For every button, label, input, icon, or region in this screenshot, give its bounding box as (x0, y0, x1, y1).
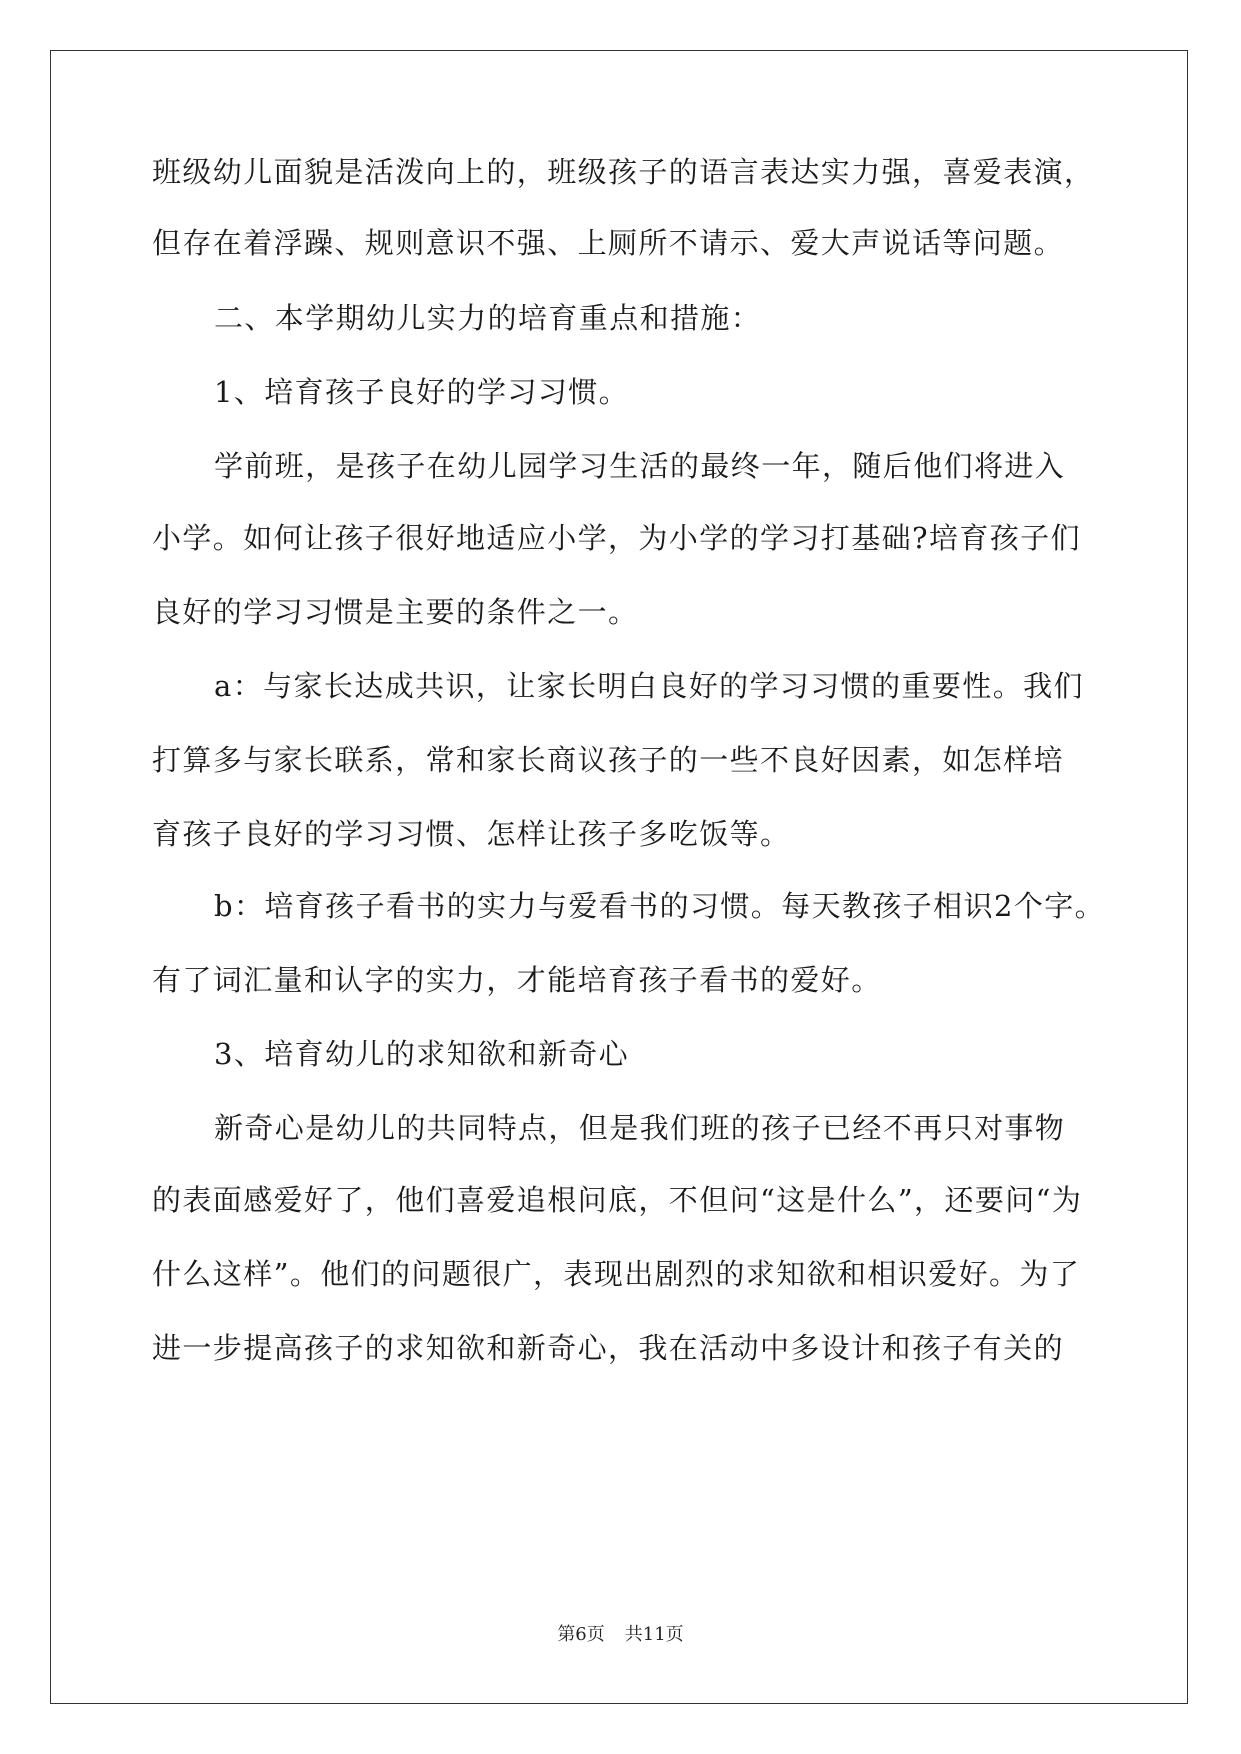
text-line: 有了词汇量和认字的实力，才能培育孩子看书的爱好。 (152, 963, 882, 997)
text-line: 但存在着浮躁、规则意识不强、上厕所不请示、爱大声说话等问题。 (152, 226, 1065, 260)
text-line: 什么这样”。他们的问题很广，表现出剧烈的求知欲和相识爱好。为了 (152, 1257, 1081, 1291)
text-line: 新奇心是幼儿的共同特点，但是我们班的孩子已经不再只对事物 (214, 1111, 1066, 1145)
text-line: b：培育孩子看书的实力与爱看书的习惯。每天教孩子相识2个字。 (214, 889, 1106, 923)
page-number: 第6页 (557, 1624, 605, 1645)
text-line: 小学。如何让孩子很好地适应小学，为小学的学习打基础?培育孩子们 (152, 521, 1081, 555)
text-line: 良好的学习习惯是主要的条件之一。 (152, 595, 639, 629)
text-line: 育孩子良好的学习习惯、怎样让孩子多吃饭等。 (152, 817, 791, 851)
text-line: 的表面感爱好了，他们喜爱追根问底，不但问“这是什么”，还要问“为 (152, 1183, 1083, 1217)
text-line: 打算多与家长联系，常和家长商议孩子的一些不良好因素，如怎样培 (152, 743, 1065, 777)
subsection-heading: 3、培育幼儿的求知欲和新奇心 (214, 1037, 630, 1071)
subsection-heading: 1、培育孩子良好的学习习惯。 (214, 375, 630, 409)
page-total: 共11页 (624, 1624, 684, 1645)
page-footer (0, 1623, 1241, 1647)
text-line: 班级幼儿面貌是活泼向上的，班级孩子的语言表达实力强，喜爱表演， (152, 155, 1095, 189)
text-line: a：与家长达成共识，让家长明白良好的学习习惯的重要性。我们 (214, 669, 1084, 703)
section-heading: 二、本学期幼儿实力的培育重点和措施： (214, 301, 762, 335)
text-line: 学前班，是孩子在幼儿园学习生活的最终一年，随后他们将进入 (214, 449, 1066, 483)
text-line: 进一步提高孩子的求知欲和新奇心，我在活动中多设计和孩子有关的 (152, 1331, 1065, 1365)
